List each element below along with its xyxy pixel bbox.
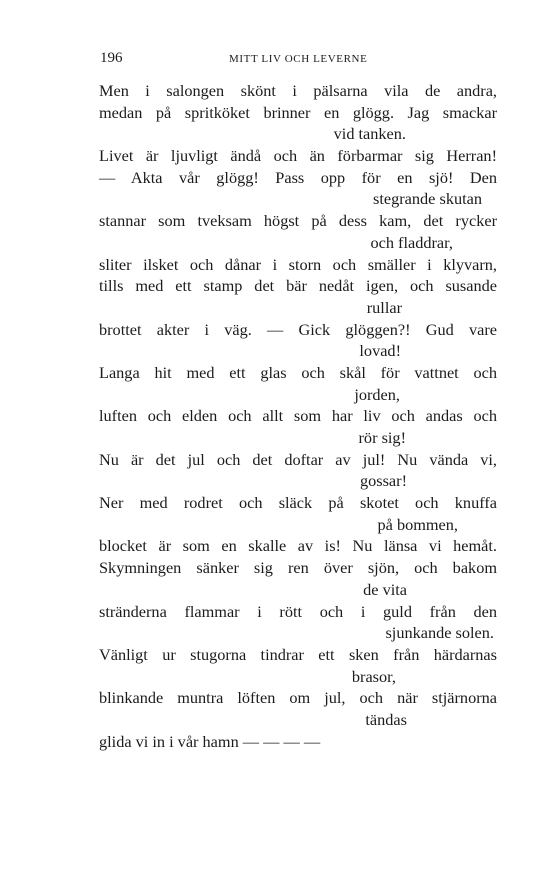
text-line-turnover: sjunkande solen. [385,623,494,643]
text-line-turnover: de vita [363,579,407,599]
text-line-turnover: vid tanken. [333,124,406,144]
text-line: stannar som tveksam högst på dess kam, det rycker [99,211,497,231]
page-header [100,50,500,70]
text-line: Skymningen sänker sig ren över sjön, och bakom [99,558,497,578]
text-line: Nu är det jul och det doftar av jul! Nu vända vi, [99,449,497,469]
text-line: stränderna flammar i rött och i guld från den [99,601,497,621]
text-line: luften och elden och allt som har liv och andas och [99,406,497,426]
text-line-turnover: lovad! [359,341,401,361]
text-line: Ner med rodret och släck på skotet och knuffa [99,493,497,513]
text-line-turnover: jorden, [354,384,400,404]
text-line-turnover: stegrande skutan [373,189,482,209]
text-line: Men i salongen skönt i pälsarna vila de andra, [99,81,497,100]
text-line: blinkande muntra löften om jul, och när stjärnorna [99,688,497,708]
text-line: medan på spritköket brinner en glögg. Jag smackar [99,102,497,122]
text-line: Vänligt ur stugorna tindrar ett sken från härdarnas [99,644,497,664]
text-line-turnover: och fladdrar, [370,232,453,252]
text-line: Langa hit med ett glas och skål för vattnet och [99,362,497,382]
poem-text [99,80,497,752]
text-line-turnover: rör sig! [358,428,406,447]
text-line-turnover: rullar [366,297,402,317]
text-line-turnover: brasor, [351,666,396,686]
text-line: tills med ett stamp det bär nedåt igen, och susande [99,276,497,296]
text-line: brottet akter i väg. — Gick glöggen?! Gud vare [99,319,497,339]
text-line-turnover: tändas [365,709,407,729]
text-line-turnover: gossar! [359,471,407,491]
text-line-turnover: på bommen, [377,514,458,534]
text-line: sliter ilsket och dånar i storn och smäller i klyvarn, [99,254,497,274]
text-line: — Akta vår glögg! Pass opp för en sjö! Den [99,167,497,187]
running-head: MITT LIV OCH LEVERNE [229,53,368,65]
text-line: Livet är ljuvligt ändå och än förbarmar sig Herran! [99,146,497,166]
text-line: blocket är som en skalle av is! Nu länsa vi hemåt. [99,536,497,556]
text-line-final: glida vi in i vår hamn — — — — [99,731,321,751]
page-number: 196 [100,50,123,66]
